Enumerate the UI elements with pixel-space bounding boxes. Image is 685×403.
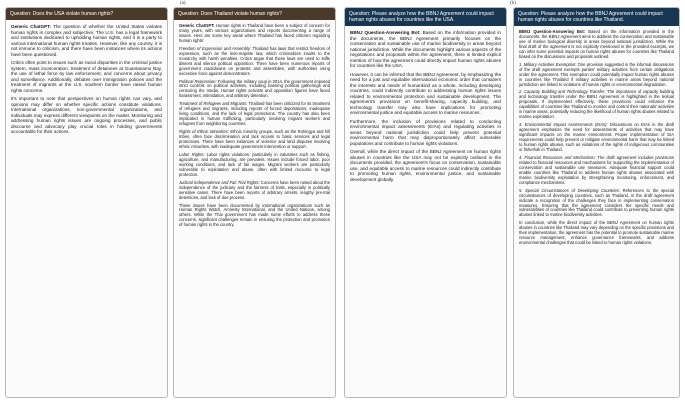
model-label: BBNJ Question-Answering Bot: <box>350 30 421 35</box>
answer-list-item: Judicial Independence and Fair Trial Rights: Concerns have been raised about the independence of the judiciary and the fairness of trials, especially in politically sensitive cases. There have been reports of arbitrary arrests, lengthy pre-trial detentions, and lack of due process. <box>179 179 330 200</box>
answer-paragraph: Critics often point to issues such as racial disparities in the criminal justice system, mass incarceration, treatment of detainees at Guantanamo Bay, the use of lethal force by law enforcement, and concerns about privacy and surveillance. Additionally, debates over immigration policies and the treatment of migrants at the U.S. southern border have raised human rights concerns. <box>11 60 162 93</box>
answer-list-item: 1. Military Activities Exemption: One provision suggested in the informal discussions of the draft agreement exempts parties' military activities from certain obligations under the agreement. This exemption could potentially impact human rights abuses in countries like Thailand if military activities in marine areas beyond national jurisdiction are linked to violations of human rights or environmental degradation. <box>519 61 674 87</box>
answer-list-item: Political Repression: Following the military coup in 2014, the government imposed strict controls on political activities, including banning political gatherings and censoring the media. Human rights activists and opposition figures have faced harassment, intimidation, and arbitrary detention. <box>179 78 330 99</box>
answer-paragraph: These issues have been documented by international organizations such as Human Rights Watch, Amnesty International, and the United Nations, among others. While the Thai government has made some efforts to address these concerns, significant challenges remain in ensuring the protection and promotion of human rights in the country. <box>179 202 330 228</box>
answer-paragraph: Generic ChatGPT: The question of whether the United States violates human rights is complex and subjective. The U.S. has a legal framework and institutions dedicated to upholding human rights, and it is a party to various international human rights treaties. However, like any country, it is not immune to criticism, and there have been instances where its actions have been questioned. <box>11 24 162 57</box>
answer-paragraph: Generic ChatGPT: Human rights in Thailand have been a subject of concern for many years, with various organizations and reports documenting a range of issues. Here are some key areas where Thailand has faced criticism regarding human rights: <box>179 23 331 43</box>
answer-list-item: 4. Financial Resources and Mechanism: The draft agreement includes provisions related to financial resources and mechanisms for supporting the implementation of conservation and sustainable use measures. Adequate financial support could enable countries like Thailand to address human rights abuses associated with marine biodiversity exploitation by strengthening monitoring, enforcement, and compliance mechanisms. <box>519 154 674 185</box>
panel-label-a: (a) <box>180 1 186 6</box>
panel-label-b: (b) <box>510 1 516 6</box>
answer-paragraph: In conclusion, while the direct impact of the BBNJ Agreement on human rights abuses in countries like Thailand may vary depending on the specific provisions and their implementation, the agreement has the potential to promote sustainable marine resource management, enhance governance frameworks, and address environmental challenges that could be linked to human rights violations. <box>519 220 674 246</box>
model-label: Generic ChatGPT: <box>179 23 215 28</box>
question-header: Question: Does Thailand violate human rights? <box>174 8 335 20</box>
question-header: Question: Please analyze how the BBNJ Agreement could impact human rights abuses for countries like Thailand. <box>514 8 679 26</box>
answer-list-item: 3. Environmental Impact Assessments (EIAs): Discussions on EIAs in the draft agreement emphasize the need for assessments of activities that may have significant impacts on the marine environment. Proper implementation of EIA requirements could help prevent or mitigate environmental harm that may be linked to human rights abuses, such as violations of the rights of indigenous communities or fisherfolk in Thailand. <box>519 122 674 152</box>
answer-list-item: 2. Capacity Building and Technology Transfer: The importance of capacity building and technology transfer under the BBNJ Agreement is highlighted in the textual proposals. If implemented effectively, these provisions could enhance the capabilities of countries like Thailand to monitor and control their nationals' activities in marine areas, potentially reducing the likelihood of human rights abuses related to marine exploitation. <box>519 89 674 120</box>
model-label: Generic ChatGPT: <box>11 24 51 29</box>
answer-paragraph: BBNJ Question-Answering Bot: Based on the information provided in the documents, the BBNJ Agreement primarily focuses on the conservation and sustainable use of marine biodiversity in areas beyond national jurisdiction. While the documents highlight various aspects of the negotiations and proposals within the agreement, there is limited explicit mention of how the agreement could directly impact human rights abuses for countries like the USA. <box>350 30 501 68</box>
answer-paragraph: However, it can be inferred that the BBNJ Agreement, by emphasizing the need for a just and equitable international economic order that considers the interests and needs of humankind as a whole, including developing countries, could indirectly contribute to addressing human rights issues related to environmental protection and sustainable development. The agreement's provisions on benefit-sharing, capacity building, and technology transfer may also have implications for promoting environmental justice and equitable access to marine resources. <box>350 71 501 115</box>
thailand-bbnj-bot-panel <box>513 7 680 398</box>
answer-paragraph: It's important to note that perspectives on human rights can vary, and opinions may differ on whether specific actions constitute violations. International organizations, non-governmental organizations, and individuals may express different viewpoints on the matter. Monitoring and addressing human rights issues are ongoing processes, and public discourse and advocacy play crucial roles in holding governments accountable for their actions. <box>11 96 162 134</box>
usa-bbnj-bot-panel <box>344 7 507 398</box>
model-label: BBNJ Question-Answering Bot: <box>519 29 586 34</box>
answer-paragraph: BBNJ Question-Answering Bot: Based on the information provided in the documents, the BBNJ Agreement aims to address the conservation and sustainable use of marine biological diversity in areas beyond national jurisdiction. While the final draft of the agreement is not explicitly mentioned in the provided excerpts, we can infer some potential impacts on human rights abuses for countries like Thailand based on the discussions and proposals outlined. <box>519 29 674 59</box>
answer-list-item: 5. Special Circumstances of Developing Countries: References to the special circumstances of developing countries, such as Thailand, in the draft agreement indicate a recognition of the challenges they face in implementing conservation measures. Ensuring that the agreement considers the specific needs and vulnerabilities of countries like Thailand could contribute to preventing human rights abuses linked to marine biodiversity activities. <box>519 187 674 218</box>
answer-body <box>174 20 335 235</box>
answer-list-item: Labor Rights: Labor rights violations, particularly in industries such as fishing, agriculture, and manufacturing, are prevalent. Issues include forced labor, poor working conditions, and lack of fair wages. Migrant workers are particularly vulnerable to exploitation and abuse, often with limited recourse to legal protection. <box>179 151 330 177</box>
answer-list-item: Freedom of Expression and Assembly: Thailand has laws that restrict freedom of expression, such as the lese-majeste law, which criminalizes insults to the monarchy with harsh penalties. Critics argue that these laws are used to stifle dissent and silence political opposition. There have been numerous reports of government crackdowns on protests and assemblies, with authorities using excessive force against demonstrators. <box>179 45 330 76</box>
answer-list-item: Rights of Ethnic Minorities: Ethnic minority groups, such as the Rohingya and hill tribes, often face discrimination and lack access to basic services and legal protections. There have been instances of violence and land disputes involving ethnic minorities, with inadequate government intervention or support. <box>179 129 330 149</box>
answer-body <box>345 26 506 189</box>
question-header: Question: Please analyze how the BBNJ Agreement could impact human rights abuses for countries like the USA. <box>345 8 506 26</box>
answer-paragraph: Furthermore, the inclusion of provisions related to conducting environmental impact assessments (EIAs) and regulating activities in areas beyond national jurisdiction could help prevent potential environmental harm that may disproportionately affect vulnerable populations and contribute to human rights violations. <box>350 118 501 146</box>
answer-list-item: Treatment of Refugees and Migrants: Thailand has been criticized for its treatment of refugees and migrants, including reports of forced deportations, inadequate living conditions, and the lack of legal protections. The country has also been implicated in human trafficking, particularly involving migrant workers and refugees from neighboring countries. <box>179 101 330 127</box>
usa-generic-chatgpt-panel <box>5 7 168 398</box>
question-header: Question: Does the USA violate human rights? <box>6 8 167 20</box>
thailand-generic-chatgpt-panel <box>173 7 336 398</box>
answer-body <box>514 26 679 253</box>
answer-paragraph: Overall, while the direct impact of the BBNJ Agreement on human rights abuses in countries like the USA may not be explicitly outlined in the documents provided, the agreement's focus on conservation, sustainable use, and equitable access to marine resources could indirectly contribute to promoting human rights, environmental justice, and sustainable development globally. <box>350 149 501 182</box>
answer-body <box>6 20 167 142</box>
